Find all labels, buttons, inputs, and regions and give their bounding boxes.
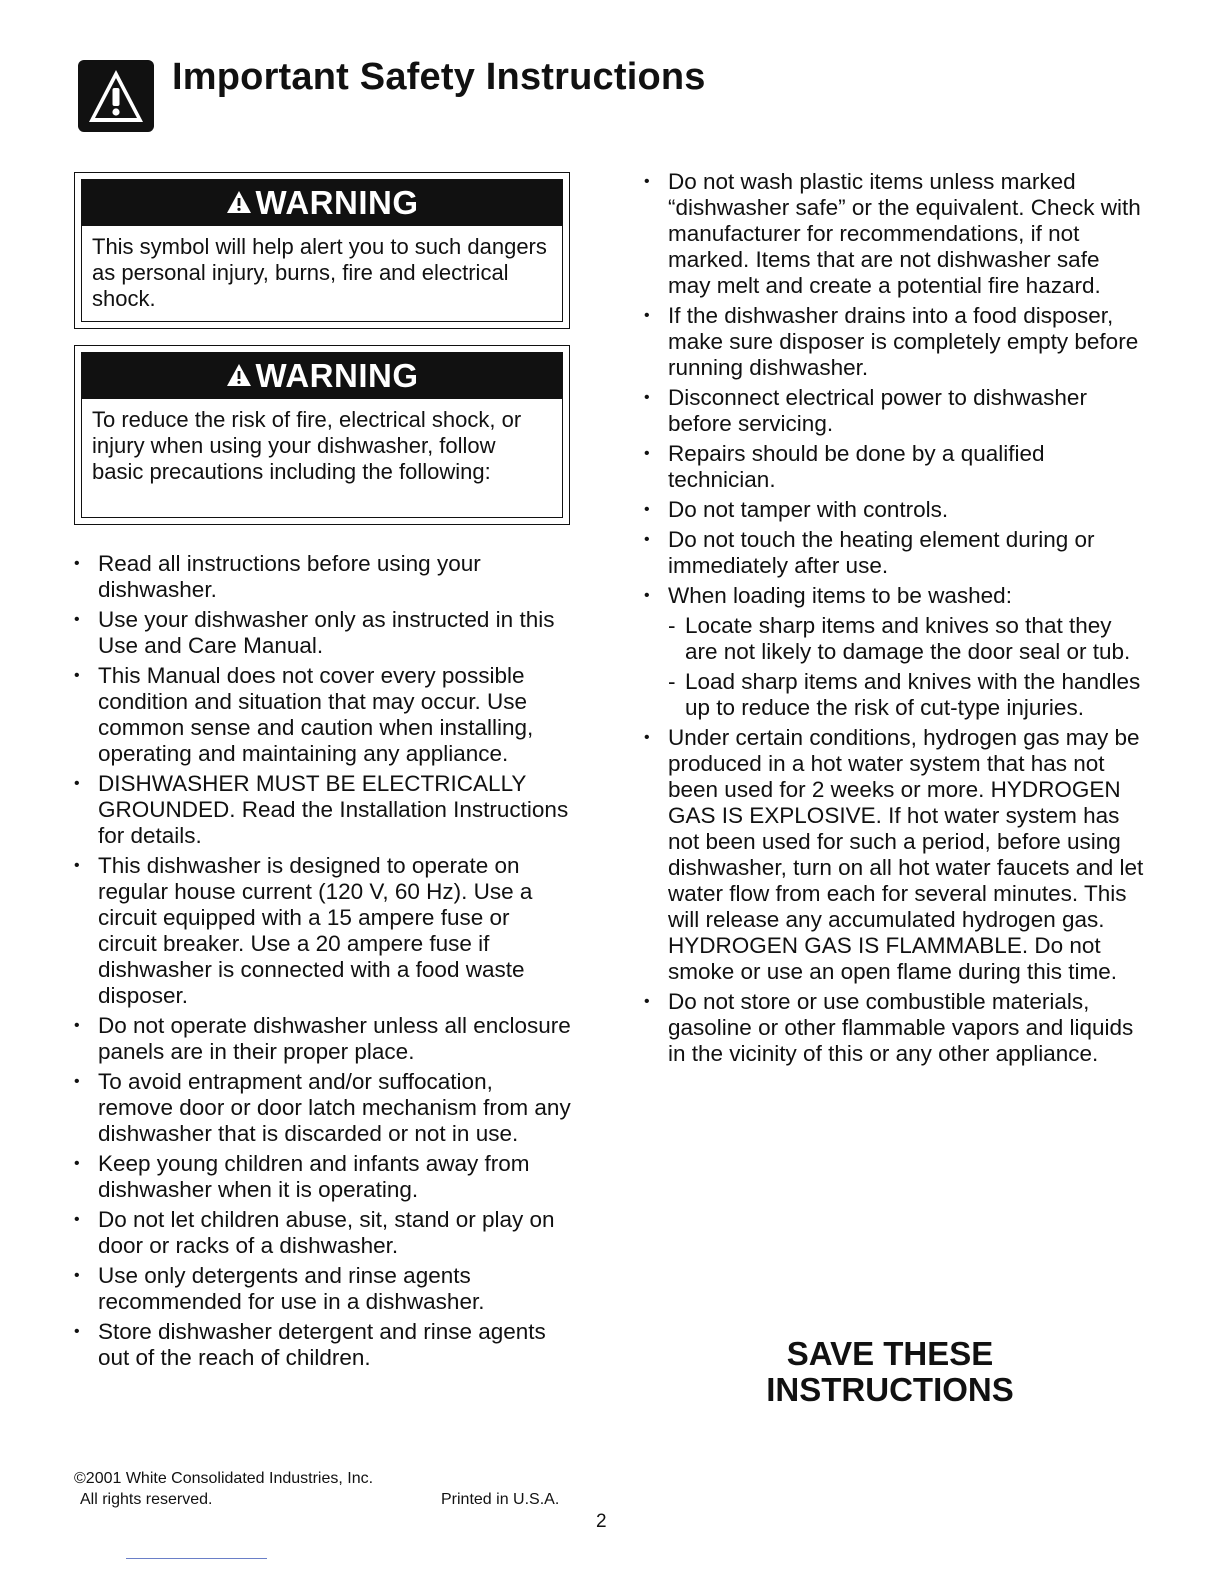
page-number: 2 [596,1511,607,1532]
right-safety-list [644,169,1144,1071]
warning-small-icon [226,184,252,222]
save-instructions-heading [700,1336,1080,1408]
footer-divider [126,1558,267,1559]
warning-box-precautions [74,345,570,525]
warning-banner [82,180,562,226]
warning-triangle-icon [78,60,154,132]
warning-label: WARNING [255,184,419,221]
warning-small-icon [226,357,252,395]
list-item: • Do not operate dishwasher unless all enclosure panels are in their proper place. [74,1013,574,1065]
warning-box-symbol [74,172,570,329]
list-item: • Do not store or use combustible materials, gasoline or other flammable vapors and liquids in the vicinity of this or any other appliance. [644,989,1144,1067]
list-item: • Read all instructions before using your dishwasher. [74,551,574,603]
loading-intro: When loading items to be washed: [668,583,1012,608]
list-item: • This Manual does not cover every possible condition and situation that may occur. Use common sense and caution when installing, operating and maintaining any appliance. [74,663,574,767]
list-item: • Under certain conditions, hydrogen gas may be produced in a hot water system that has not been used for 2 weeks or more. HYDROGEN GAS IS EXPLOSIVE. If hot water system has not been used for such a period, before using dishwasher, turn on all hot water faucets and let water flow from each for several minutes. This will release any accumulated hydrogen gas. HYDROGEN GAS IS FLAMMABLE. Do not smoke or use an open flame during this time. [644,725,1144,985]
list-item: • Disconnect electrical power to dishwasher before servicing. [644,385,1144,437]
save-line-2: INSTRUCTIONS [766,1371,1014,1408]
list-item: • Repairs should be done by a qualified technician. [644,441,1144,493]
rights-text: All rights reserved. [80,1491,213,1508]
left-safety-list [74,551,574,1375]
list-item: • Do not let children abuse, sit, stand or play on door or racks of a dishwasher. [74,1207,574,1259]
printed-text: Printed in U.S.A. [441,1491,560,1508]
list-item: • Keep young children and infants away from dishwasher when it is operating. [74,1151,574,1203]
list-item: • Store dishwasher detergent and rinse agents out of the reach of children. [74,1319,574,1371]
list-item-loading [644,583,1144,721]
sub-list-item: - Locate sharp items and knives so that they are not likely to damage the door seal or tub. [668,613,1144,665]
list-item: • Use only detergents and rinse agents recommended for use in a dishwasher. [74,1263,574,1315]
copyright-text: ©2001 White Consolidated Industries, Inc. [74,1470,374,1487]
warning-label: WARNING [255,357,419,394]
list-item: • Do not touch the heating element during or immediately after use. [644,527,1144,579]
list-item: • This dishwasher is designed to operate on regular house current (120 V, 60 Hz). Use a circuit equipped with a 15 ampere fuse or circuit breaker. Use a 20 ampere fuse if dishwasher is connected with a food waste disposer. [74,853,574,1009]
sub-list-item: - Load sharp items and knives with the handles up to reduce the risk of cut-type injuries. [668,669,1144,721]
list-item: • DISHWASHER MUST BE ELECTRICALLY GROUNDED. Read the Installation Instructions for details. [74,771,574,849]
list-item: • Do not tamper with controls. [644,497,1144,523]
page-title: Important Safety Instructions [172,56,706,98]
list-item: • To avoid entrapment and/or suffocation, remove door or door latch mechanism from any dishwasher that is discarded or not in use. [74,1069,574,1147]
save-line-1: SAVE THESE [786,1335,994,1372]
warning-banner [82,353,562,399]
warning-text: This symbol will help alert you to such dangers as personal injury, burns, fire and electrical shock. [92,234,547,311]
warning-text: To reduce the risk of fire, electrical shock, or injury when using your dishwasher, follow basic precautions including the following: [92,407,522,484]
loading-sublist [668,613,1144,721]
list-item: • Do not wash plastic items unless marked “dishwasher safe” or the equivalent. Check with manufacturer for recommendations, if not marked. Items that are not dishwasher safe may melt and create a potential fire hazard. [644,169,1144,299]
list-item: • Use your dishwasher only as instructed in this Use and Care Manual. [74,607,574,659]
list-item: • If the dishwasher drains into a food disposer, make sure disposer is completely empty before running dishwasher. [644,303,1144,381]
